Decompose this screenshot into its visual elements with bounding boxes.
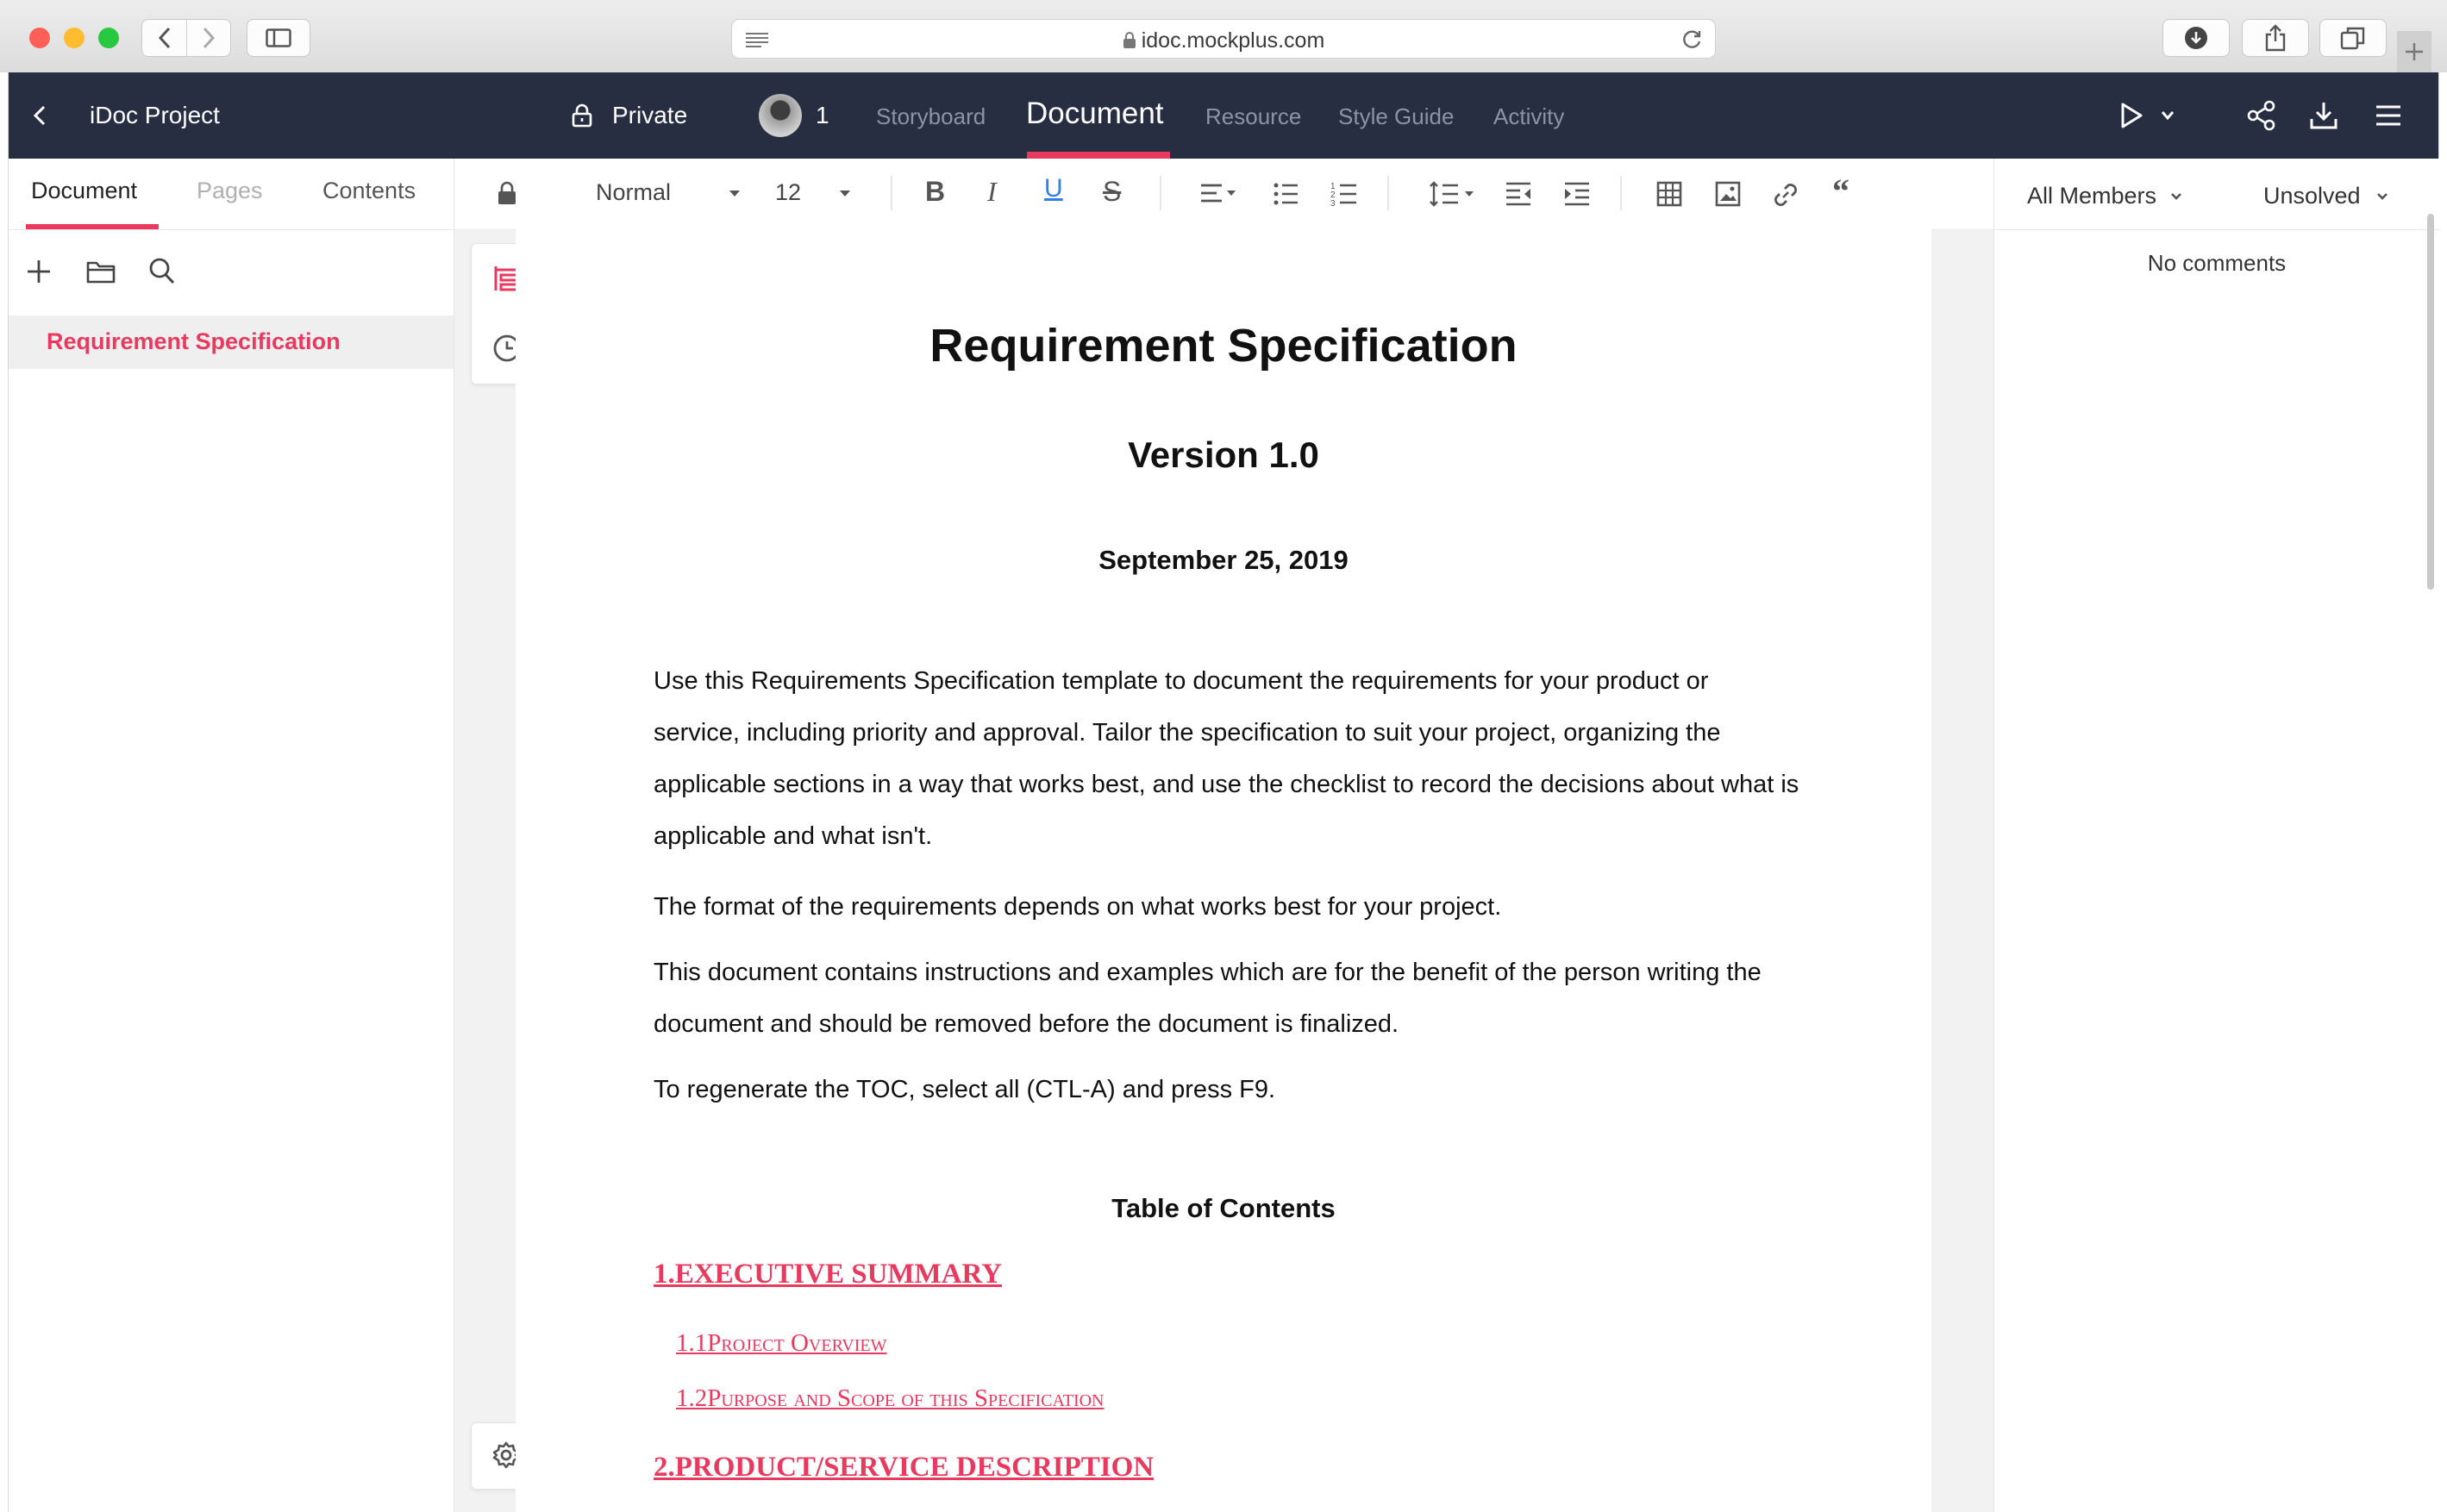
zoom-window-button[interactable] (98, 28, 119, 48)
sidebar-icon (266, 28, 291, 47)
tab-resource[interactable]: Resource (1205, 103, 1302, 129)
toc-heading: Table of Contents (1111, 1193, 1336, 1223)
tab-style-guide[interactable]: Style Guide (1338, 103, 1455, 129)
toolbar-divider (1160, 176, 1161, 210)
strikethrough-icon[interactable]: S (1103, 176, 1122, 207)
underline-icon[interactable]: U (1044, 174, 1063, 203)
tabs-overview-button[interactable] (2319, 19, 2387, 57)
link-icon[interactable] (1772, 181, 1799, 209)
reload-icon[interactable] (1680, 28, 1703, 51)
svg-text:2: 2 (1330, 191, 1336, 200)
indent-icon[interactable] (1563, 181, 1591, 207)
search-icon[interactable] (148, 257, 176, 286)
privacy-label: Private (612, 102, 688, 128)
tree-item-label: Requirement Specification (47, 328, 341, 354)
numbered-list-icon[interactable] (1330, 181, 1358, 207)
italic-icon[interactable]: I (987, 176, 997, 207)
outdent-icon[interactable] (1505, 181, 1532, 207)
instructions-paragraph: This document contains instructions and examples which are for the benefit of the person writing the document and should be removed before the document is finalized. (654, 959, 1762, 1038)
add-icon[interactable] (26, 259, 52, 284)
tab-activity[interactable]: Activity (1493, 103, 1565, 129)
tab-storyboard[interactable]: Storyboard (876, 103, 986, 129)
browser-chrome (0, 0, 2447, 73)
bold-icon[interactable]: B (925, 176, 946, 207)
share-nodes-icon[interactable] (2247, 100, 2276, 131)
paragraph-style-select[interactable]: Normal (596, 179, 672, 205)
formatting-toolbar (454, 159, 1993, 230)
address-bar[interactable] (731, 19, 1716, 59)
share-icon (2264, 24, 2287, 52)
members-filter-dropdown[interactable] (2027, 183, 2182, 209)
comments-filter-bar (1994, 159, 2439, 230)
intro-paragraph: Use this Requirements Specification template to document the requirements for your product or service, including priority and approval. Tailor the specification to suit your project, organizing the applicable sections in a way that works best, and use the checklist to record the decisions about what is applicable and what isn't. (654, 667, 1799, 850)
document-page[interactable] (516, 229, 1931, 1512)
bullet-list-icon[interactable] (1274, 183, 1299, 205)
comments-panel (1993, 159, 2439, 1512)
toc-link-purpose-and-scope[interactable]: 1.2Purpose and Scope of this Specification (676, 1384, 1105, 1412)
left-tab-document[interactable]: Document (31, 178, 138, 203)
minimize-window-button[interactable] (64, 28, 84, 48)
privacy-toggle[interactable] (571, 102, 687, 129)
back-icon[interactable] (143, 20, 187, 56)
status-filter-label: Unsolved (2263, 183, 2361, 209)
download-circle-icon (2183, 25, 2209, 51)
window-edge-left (0, 72, 9, 1512)
format-paragraph: The format of the requirements depends on what works best for your project. (654, 893, 1502, 921)
url-label: idoc.mockplus.com (1141, 28, 1325, 53)
left-panel (9, 159, 454, 1512)
edit-lock-icon[interactable] (498, 181, 516, 205)
new-tab-button[interactable] (2397, 31, 2431, 72)
play-icon[interactable] (2119, 102, 2143, 129)
tabs-icon (2340, 26, 2366, 50)
image-icon[interactable] (1715, 181, 1741, 207)
back-arrow-icon[interactable] (33, 105, 47, 126)
plus-icon (2404, 41, 2425, 62)
window-edge-right (2438, 72, 2447, 1512)
members-filter-label: All Members (2027, 183, 2157, 209)
status-filter-dropdown[interactable] (2263, 183, 2388, 209)
document-date: September 25, 2019 (1098, 545, 1349, 575)
history-nav-group (141, 19, 231, 57)
tab-document[interactable]: Document (1026, 97, 1164, 130)
document-version: Version 1.0 (1128, 434, 1319, 475)
toc-link-project-overview[interactable]: 1.1Project Overview (676, 1329, 887, 1357)
no-comments-text: No comments (2147, 250, 2287, 276)
align-left-icon[interactable] (1199, 183, 1237, 203)
left-tab-indicator (26, 224, 159, 229)
font-size-chevron-icon[interactable] (839, 190, 851, 198)
close-window-button[interactable] (29, 28, 50, 48)
document-title: Requirement Specification (929, 320, 1518, 372)
forward-icon[interactable] (187, 20, 230, 56)
paragraph-style-chevron-icon[interactable] (729, 190, 741, 198)
left-tab-contents[interactable]: Contents (322, 178, 416, 203)
chevron-down-icon (2170, 192, 2182, 201)
menu-icon[interactable] (2375, 103, 2402, 128)
download-icon[interactable] (2309, 100, 2338, 131)
chevron-down-icon (2376, 192, 2388, 201)
toolbar-divider (1387, 176, 1389, 210)
app-header (9, 72, 2438, 159)
url-text (732, 28, 1715, 53)
folder-icon[interactable] (86, 259, 116, 284)
toc-regenerate-paragraph: To regenerate the TOC, select all (CTL-A) and press F9. (654, 1076, 1276, 1103)
lock-icon (1123, 32, 1136, 49)
table-icon[interactable] (1656, 181, 1682, 207)
toc-link-executive-summary[interactable]: 1.EXECUTIVE SUMMARY (654, 1259, 1003, 1290)
left-tab-pages[interactable]: Pages (197, 178, 263, 203)
project-title: iDoc Project (90, 102, 220, 128)
member-avatar[interactable] (759, 94, 802, 137)
sidebar-toggle-button[interactable] (247, 19, 310, 57)
play-options-chevron-icon[interactable] (2161, 110, 2175, 121)
font-size-select[interactable]: 12 (775, 179, 802, 205)
left-panel-tabbar (9, 159, 454, 230)
active-tab-indicator (1027, 152, 1170, 159)
toc-link-product-service-description[interactable]: 2.PRODUCT/SERVICE DESCRIPTION (654, 1452, 1155, 1483)
member-count: 1 (816, 102, 829, 128)
tree-item-requirement-specification[interactable] (9, 316, 454, 369)
line-height-icon[interactable] (1429, 181, 1475, 207)
quote-icon[interactable]: “ (1832, 172, 1849, 210)
comments-scrollbar[interactable] (2427, 214, 2434, 590)
downloads-button[interactable] (2162, 19, 2230, 57)
toolbar-divider (1620, 176, 1622, 210)
padlock-icon (571, 103, 593, 128)
share-button[interactable] (2242, 19, 2309, 57)
toolbar-divider (891, 176, 892, 210)
svg-text:1: 1 (1330, 182, 1336, 191)
svg-text:3: 3 (1330, 199, 1336, 207)
